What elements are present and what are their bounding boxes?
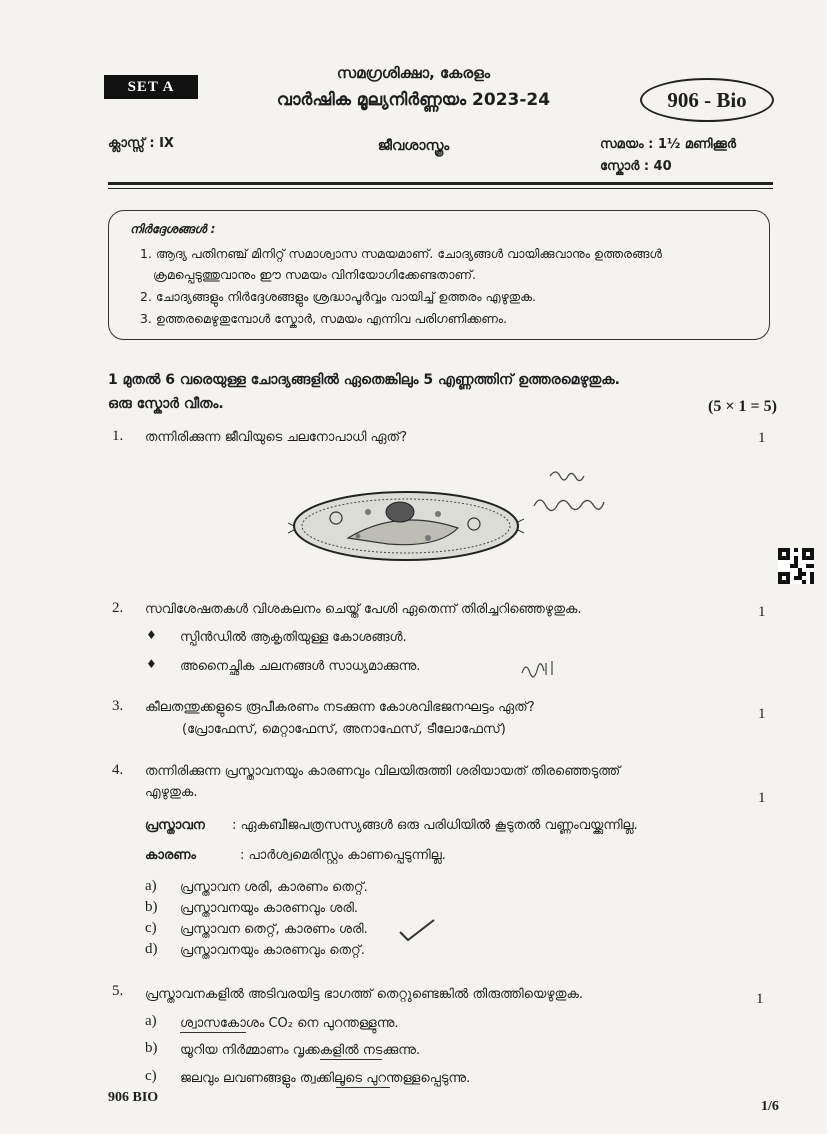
q5-option-text: യൂറിയ നിർമ്മാണം വൃക്കകളിൽ നടക്കുന്നു. bbox=[180, 1043, 421, 1058]
page-number: 1/6 bbox=[761, 1099, 779, 1114]
instruction-3: 3. ഉത്തരമെഴുതുമ്പോൾ സ്കോർ, സമയം എന്നിവ പരിഗണിക്കണം. bbox=[140, 311, 508, 326]
q5-option-key: a) bbox=[145, 1013, 157, 1029]
q3-mark: 1 bbox=[758, 706, 766, 722]
qr-code-icon bbox=[778, 548, 814, 584]
bullet-icon: ♦ bbox=[146, 628, 157, 642]
q1-number: 1. bbox=[112, 428, 124, 444]
q3-options: (പ്രോഫേസ്, മെറ്റാഫേസ്, അനാഫേസ്, ടീലോഫേസ്) bbox=[182, 722, 506, 737]
q2-bullet-1: സ്പിൻഡിൽ ആകൃതിയുള്ള കോശങ്ങൾ. bbox=[180, 630, 407, 645]
q5-option-key: b) bbox=[145, 1040, 158, 1056]
exam-title: വാർഷിക മൂല്യനിർണ്ണയം 2023-24 bbox=[276, 90, 551, 110]
header-rule-thin bbox=[108, 188, 773, 189]
paramecium-figure bbox=[288, 478, 524, 574]
q4-option-text: പ്രസ്താവനയും കാരണവും ശരി. bbox=[180, 901, 359, 916]
q2-mark: 1 bbox=[758, 604, 766, 620]
section-heading: 1 മുതൽ 6 വരെയുള്ള ചോദ്യങ്ങളിൽ ഏതെങ്കിലും 5 എണ്ണത്തിന് ഉത്തരമെഴുതുക. bbox=[108, 372, 620, 388]
q4-option-key: d) bbox=[145, 941, 158, 957]
set-badge: SET A bbox=[104, 75, 198, 99]
handwritten-note bbox=[530, 462, 630, 522]
underline bbox=[336, 1087, 390, 1088]
bullet-icon: ♦ bbox=[146, 657, 157, 671]
score-label: സ്കോർ : 40 bbox=[600, 159, 672, 174]
time-label: സമയം : 1½ മണിക്കൂർ bbox=[600, 137, 736, 152]
instruction-1: 1. ആദ്യ പതിനഞ്ച് മിനിറ്റ് സമാശ്വാസ സമയമാണ്. ചോദ്യങ്ങൾ വായിക്കുവാനും ഉത്തരങ്ങൾ bbox=[140, 246, 662, 261]
paper-code: 906 - Bio bbox=[640, 78, 774, 122]
header-rule-thick bbox=[108, 182, 773, 185]
handwritten-scribble bbox=[520, 655, 560, 679]
q2-bullet-2: അനൈച്ഛിക ചലനങ്ങൾ സാധ്യമാക്കുന്നു. bbox=[180, 659, 421, 674]
q4-option-key: c) bbox=[145, 920, 157, 936]
q1-text: തന്നിരിക്കുന്ന ജീവിയുടെ ചലനോപാധി ഏത്? bbox=[145, 430, 408, 445]
q4-option-key: b) bbox=[145, 899, 158, 915]
q4-reason-label: കാരണം bbox=[145, 848, 196, 863]
paramecium-icon bbox=[288, 492, 524, 560]
q4-statement-label: പ്രസ്താവന bbox=[145, 818, 205, 833]
section-subheading: ഒരു സ്കോർ വീതം. bbox=[108, 396, 224, 412]
q5-number: 5. bbox=[112, 983, 124, 999]
check-mark-icon bbox=[398, 918, 438, 942]
q5-option-key: c) bbox=[145, 1068, 157, 1084]
underline bbox=[180, 1032, 246, 1033]
q5-mark: 1 bbox=[756, 991, 764, 1007]
q4-option-key: a) bbox=[145, 878, 157, 894]
section-marks: (5 × 1 = 5) bbox=[708, 398, 777, 415]
class-label: ക്ലാസ്സ് : IX bbox=[108, 136, 174, 151]
instruction-2: 2. ചോദ്യങ്ങളും നിർദ്ദേശങ്ങളും ശ്രദ്ധാപൂർവ്വം വായിച്ച് ഉത്തരം എഴുതുക. bbox=[140, 289, 537, 304]
q5-option-text: ജലവും ലവണങ്ങളും ത്വക്കിലൂടെ പുറന്തള്ളപ്പെടുന്നു. bbox=[180, 1071, 471, 1086]
q4-text-cont: എഴുതുക. bbox=[145, 785, 198, 800]
q2-number: 2. bbox=[112, 600, 124, 616]
q3-number: 3. bbox=[112, 698, 124, 714]
q4-option-text: പ്രസ്താവന ശരി, കാരണം തെറ്റ്. bbox=[180, 880, 368, 895]
instructions-title: നിർദ്ദേശങ്ങൾ : bbox=[130, 222, 216, 236]
q4-number: 4. bbox=[112, 762, 124, 778]
q3-text: കീലതന്തുക്കളുടെ രൂപീകരണം നടക്കുന്ന കോശവിഭജനഘട്ടം ഏത്? bbox=[145, 700, 535, 715]
subject-title: ജീവശാസ്ത്രം bbox=[377, 138, 450, 154]
q4-mark: 1 bbox=[758, 790, 766, 806]
q5-option-text: ശ്വാസകോശം CO₂ നെ പുറന്തള്ളുന്നു. bbox=[180, 1016, 399, 1031]
org-name: സമഗ്രശിക്ഷാ, കേരളം bbox=[336, 64, 491, 82]
q4-reason: : പാർശ്വമെരിസ്റ്റം കാണപ്പെടുന്നില്ല. bbox=[240, 848, 446, 863]
q1-mark: 1 bbox=[758, 430, 766, 446]
q4-text: തന്നിരിക്കുന്ന പ്രസ്താവനയും കാരണവും വിലയിരുത്തി ശരിയായത് തിരഞ്ഞെടുത്ത് bbox=[145, 764, 621, 779]
instruction-1-cont: ക്രമപ്പെടുത്തുവാനും ഈ സമയം വിനിയോഗിക്കേണ്ടതാണ്. bbox=[153, 267, 477, 282]
q5-text: പ്രസ്താവനകളിൽ അടിവരയിട്ട ഭാഗത്ത് തെറ്റുണ്ടെങ്കിൽ തിരുത്തിയെഴുതുക. bbox=[145, 987, 584, 1002]
q4-statement: : ഏകബീജപത്രസസ്യങ്ങൾ ഒരു പരിധിയിൽ കൂടുതൽ വണ്ണംവയ്ക്കുന്നില്ല. bbox=[232, 818, 638, 833]
footer-code: 906 BIO bbox=[108, 1090, 159, 1105]
q4-option-text: പ്രസ്താവന തെറ്റ്, കാരണം ശരി. bbox=[180, 922, 368, 937]
q2-text: സവിശേഷതകൾ വിശകലനം ചെയ്ത് പേശി ഏതെന്ന് തിരിച്ചറിഞ്ഞെഴുതുക. bbox=[145, 602, 582, 617]
underline bbox=[320, 1059, 382, 1060]
q4-option-text: പ്രസ്താവനയും കാരണവും തെറ്റ്. bbox=[180, 943, 365, 958]
